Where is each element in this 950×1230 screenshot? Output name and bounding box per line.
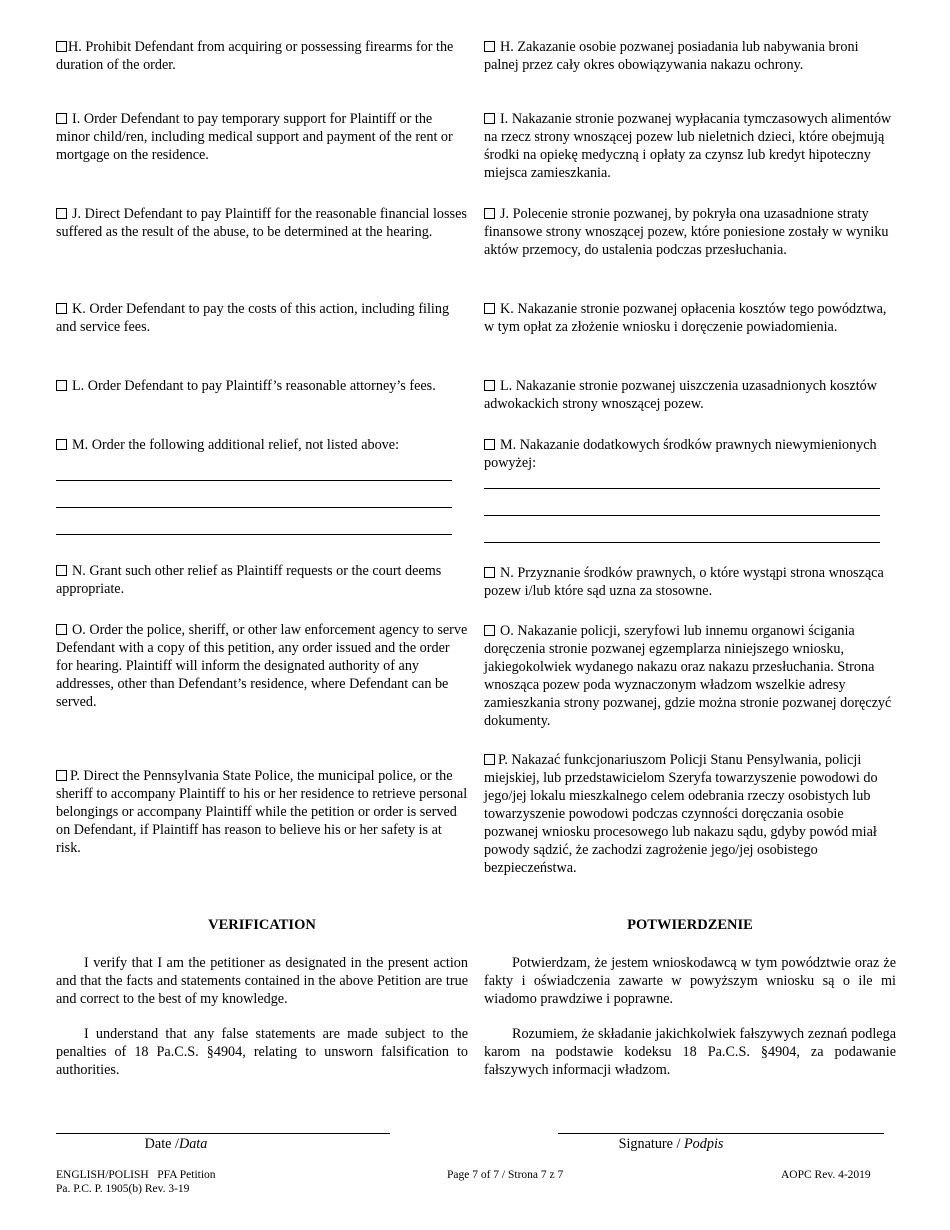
item-n-en-text: N. Grant such other relief as Plaintiff requests or the court deems appropriate. <box>56 563 442 597</box>
item-k-pl <box>484 300 896 336</box>
item-o-pl <box>484 622 896 730</box>
item-p-en <box>56 767 468 857</box>
footer-revision: AOPC Rev. 4-2019 <box>781 1169 871 1181</box>
checkbox-k-pl[interactable] <box>484 303 495 314</box>
checkbox-m-pl[interactable] <box>484 439 495 450</box>
item-p-en-text: P. Direct the Pennsylvania State Police, the municipal police, or the sheriff to accompany Plaintiff to his or her residence to retrieve personal belongings or accompany Plaintiff while the petition or order is served on Defendant, if Plaintiff has reason to believe his or her safety is at risk. <box>56 768 468 856</box>
blank-line-pl-1[interactable] <box>484 488 880 489</box>
item-n-pl <box>484 564 896 600</box>
item-h-pl <box>484 38 896 74</box>
blank-line-en-3[interactable] <box>56 534 452 535</box>
checkbox-p-en[interactable] <box>56 770 67 781</box>
item-h-pl-text: H. Zakazanie osobie pozwanej posiadania lub nabywania broni palnej przez cały okres obowiązywania nakazu ochrony. <box>484 39 859 73</box>
checkbox-h-en[interactable] <box>56 41 67 52</box>
checkbox-m-en[interactable] <box>56 439 67 450</box>
footer-left <box>56 1168 216 1196</box>
checkbox-o-pl[interactable] <box>484 625 495 636</box>
item-j-pl <box>484 205 896 259</box>
item-l-pl <box>484 377 896 413</box>
verification-heading-pl: POTWIERDZENIE <box>627 917 753 933</box>
item-m-pl-text: M. Nakazanie dodatkowych środków prawnych niewymienionych powyżej: <box>484 437 877 471</box>
verification-pl-p2: Rozumiem, że składanie jakichkolwiek fałszywych zeznań podlega karom na podstawie kodeksu 18 Pa.C.S. §4904, za podawanie fałszywych informacji władzom. <box>484 1026 896 1078</box>
item-j-en <box>56 205 468 241</box>
item-i-en-text: I. Order Defendant to pay temporary support for Plaintiff or the minor child/ren, including medical support and payment of the rent or mortgage on the residence. <box>56 111 453 163</box>
item-l-en <box>56 377 468 395</box>
checkbox-k-en[interactable] <box>56 303 67 314</box>
item-p-pl <box>484 751 896 877</box>
item-o-en-text: O. Order the police, sheriff, or other law enforcement agency to serve Defendant with a copy of this petition, any order issued and the order for hearing. Plaintiff will inform the designated authority of any addresses, other than Defendant’s residence, where Defendant can be served. <box>56 622 468 710</box>
item-m-en-text: M. Order the following additional relief, not listed above: <box>72 437 400 453</box>
item-p-pl-text: P. Nakazać funkcjonariuszom Policji Stanu Pensylwania, policji miejskiej, lub przedstawicielom Szeryfa towarzyszenie powodowi do jego/jej lokalu mieszkalnego celem odebrania rzeczy osobistych lub towarzyszenie powodowi podczas czynności doręczania osobie pozwanej wniosku procesowego lub nakazu sądu, gdyby powód miał powody sądzić, że zachodzi zagrożenie jego/jej osobistego bezpieczeństwa. <box>484 752 878 876</box>
blank-line-en-1[interactable] <box>56 480 452 481</box>
verification-heading-en: VERIFICATION <box>208 917 316 933</box>
item-j-en-text: J. Direct Defendant to pay Plaintiff for the reasonable financial losses suffered as the result of the abuse, to be determined at the hearing. <box>56 206 467 240</box>
verification-pl-p1: Potwierdzam, że jestem wnioskodawcą w tym powództwie oraz że fakty i oświadczenia zawarte w powyższym wniosku są o ile mi wiadomo prawdziwe i poprawne. <box>484 955 896 1007</box>
item-i-en <box>56 110 468 164</box>
item-l-en-text: L. Order Defendant to pay Plaintiff’s reasonable attorney’s fees. <box>72 378 436 394</box>
signature-line[interactable] <box>558 1133 884 1134</box>
checkbox-l-pl[interactable] <box>484 380 495 391</box>
verification-en-p1: I verify that I am the petitioner as designated in the present action and that the facts and statements contained in the above Petition are true and correct to the best of my knowledge. <box>56 955 468 1007</box>
item-o-en <box>56 621 468 711</box>
item-n-pl-text: N. Przyznanie środków prawnych, o które wystąpi strona wnosząca pozew i/lub które sąd uzna za stosowne. <box>484 565 884 599</box>
item-h-en <box>56 38 468 74</box>
date-label-pl: Data <box>178 1136 208 1152</box>
item-l-pl-text: L. Nakazanie stronie pozwanej uiszczenia uzasadnionych kosztów adwokackich strony wnoszącej pozew. <box>484 378 878 412</box>
checkbox-n-en[interactable] <box>56 565 67 576</box>
date-label-en: Date / <box>144 1136 179 1152</box>
signature-label-en: Signature / <box>618 1136 684 1152</box>
checkbox-i-pl[interactable] <box>484 113 495 124</box>
checkbox-i-en[interactable] <box>56 113 67 124</box>
checkbox-o-en[interactable] <box>56 624 67 635</box>
checkbox-p-pl[interactable] <box>484 754 495 765</box>
item-j-pl-text: J. Polecenie stronie pozwanej, by pokryła ona uzasadnione straty finansowe strony wnoszącej pozew, które poniesione zostały w wyniku aktów przemocy, do ustalenia podczas przesłuchania. <box>484 206 889 258</box>
item-k-en <box>56 300 468 336</box>
item-h-en-text: H. Prohibit Defendant from acquiring or possessing firearms for the duration of the order. <box>56 39 454 73</box>
date-line[interactable] <box>56 1133 390 1134</box>
footer-form-name: ENGLISH/POLISH PFA Petition <box>56 1169 216 1181</box>
item-m-en <box>56 436 468 454</box>
blank-line-pl-3[interactable] <box>484 542 880 543</box>
checkbox-h-pl[interactable] <box>484 41 495 52</box>
checkbox-j-en[interactable] <box>56 208 67 219</box>
item-i-pl-text: I. Nakazanie stronie pozwanej wypłacania tymczasowych alimentów na rzecz strony wnoszącej pozew lub nieletnich dzieci, które obejmują środki na opiekę medyczną i opłaty za czynsz lub kredyt hipoteczny miejsca zamieszkania. <box>484 111 892 181</box>
item-k-en-text: K. Order Defendant to pay the costs of this action, including filing and service fees. <box>56 301 450 335</box>
item-o-pl-text: O. Nakazanie policji, szeryfowi lub innemu organowi ścigania doręczenia stronie pozwanej egzemplarza niniejszego wniosku, jakiegokolwiek wydanego nakazu oraz nakazu przesłuchania. Strona wnosząca pozew poda wyznaczonym władzom wszelkie adresy zamieszkania strony pozwanej, gdzie można stronie pozwanej doręczyć dokumenty. <box>484 623 892 729</box>
item-m-pl <box>484 436 896 472</box>
verification-en-p2: I understand that any false statements are made subject to the penalties of 18 Pa.C.S. §4904, relating to unsworn falsification to authorities. <box>56 1026 468 1078</box>
item-k-pl-text: K. Nakazanie stronie pozwanej opłacenia kosztów tego powództwa, w tym opłat za złożenie wniosku i doręczenie powiadomienia. <box>484 301 887 335</box>
date-label <box>56 1135 296 1153</box>
signature-label-pl: Podpis <box>684 1136 724 1152</box>
blank-line-en-2[interactable] <box>56 507 452 508</box>
blank-line-pl-2[interactable] <box>484 515 880 516</box>
item-n-en <box>56 562 468 598</box>
checkbox-l-en[interactable] <box>56 380 67 391</box>
footer-page-number: Page 7 of 7 / Strona 7 z 7 <box>447 1169 564 1181</box>
item-i-pl <box>484 110 896 182</box>
checkbox-n-pl[interactable] <box>484 567 495 578</box>
signature-label <box>558 1135 784 1153</box>
footer-rule-ref: Pa. P.C. P. 1905(b) Rev. 3-19 <box>56 1183 190 1195</box>
checkbox-j-pl[interactable] <box>484 208 495 219</box>
